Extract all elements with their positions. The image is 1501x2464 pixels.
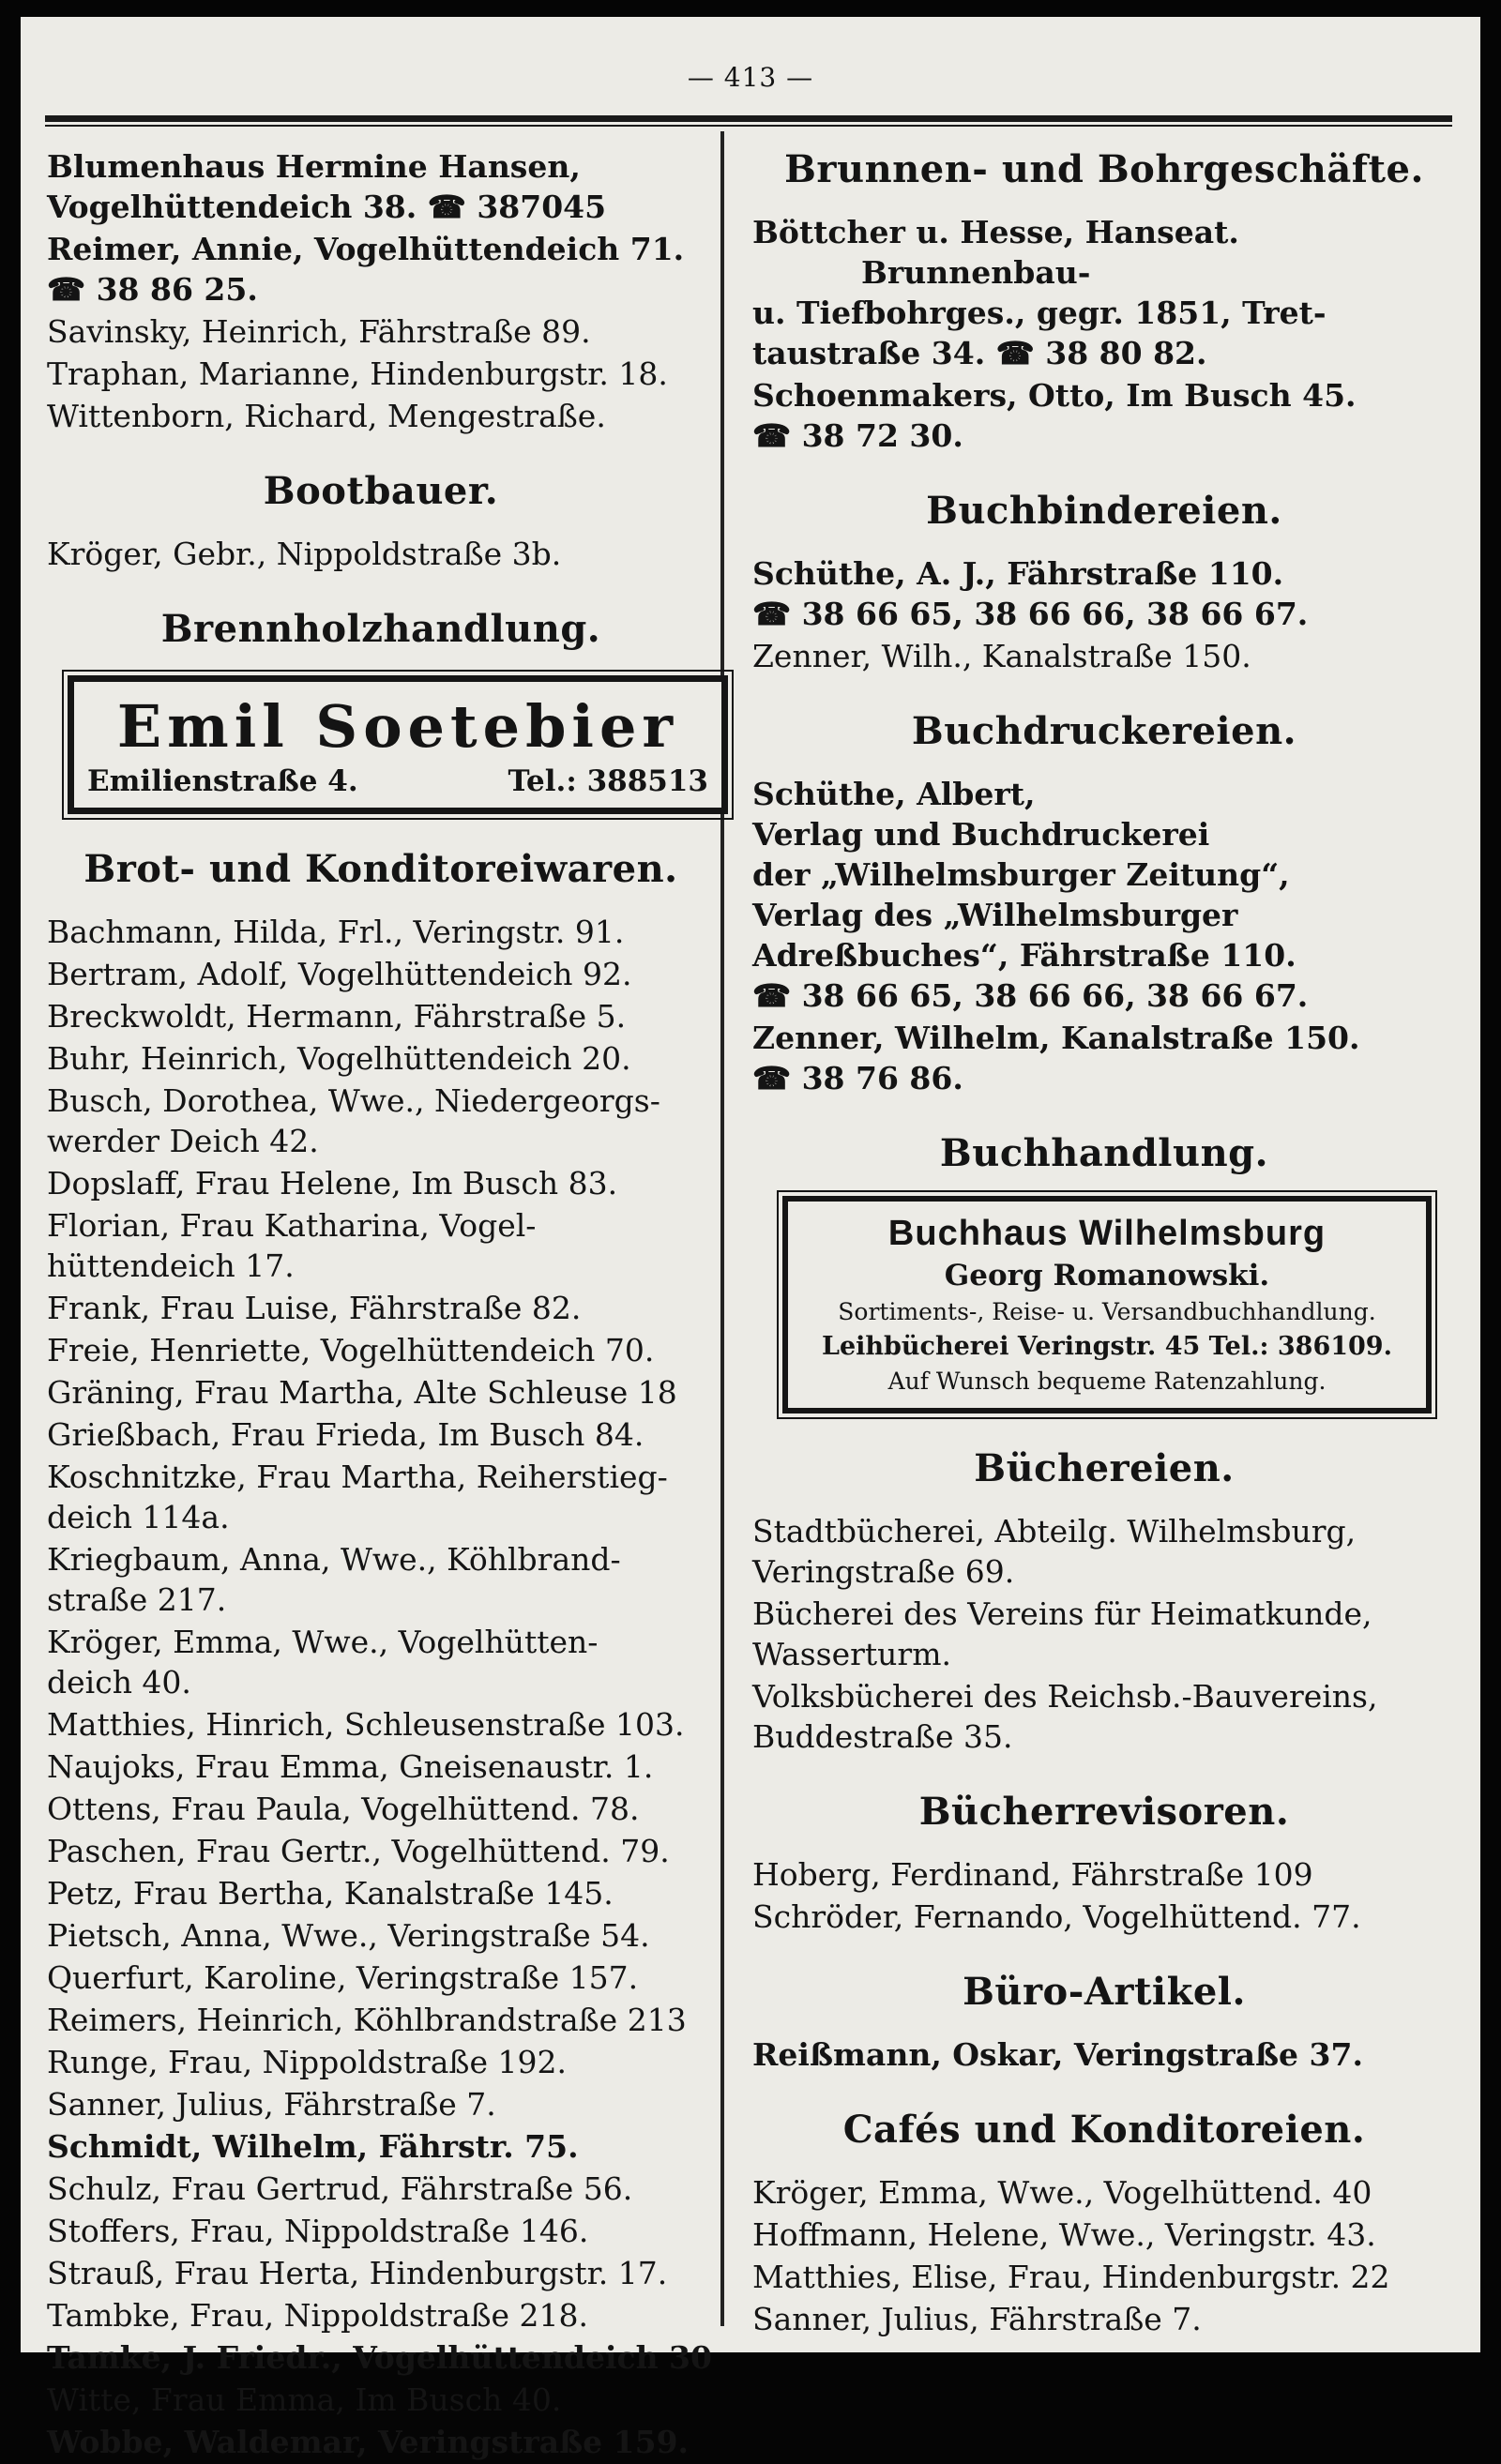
entry-line: Sanner, Julius, Fährstraße 7. xyxy=(752,2301,1202,2337)
section-heading: Buchdruckereien. xyxy=(911,709,1297,753)
directory-entry xyxy=(47,534,715,574)
directory-entry xyxy=(752,2172,1456,2213)
directory-entry xyxy=(47,954,715,994)
entry-line: Breckwoldt, Hermann, Fährstraße 5. xyxy=(47,998,627,1035)
entry-line: Paschen, Frau Gertr., Vogelhüttend. 79. xyxy=(47,1833,670,1869)
left-column xyxy=(47,146,715,2464)
directory-entry xyxy=(752,1018,1456,1098)
entry-line: Schoenmakers, Otto, Im Busch 45. xyxy=(752,377,1357,414)
entry-list xyxy=(752,553,1456,676)
directory-entry xyxy=(752,2257,1456,2297)
entry-line: Schmidt, Wilhelm, Fährstr. 75. xyxy=(47,2128,579,2165)
directory-entry xyxy=(47,1704,715,1745)
entry-list xyxy=(752,212,1456,456)
entry-list xyxy=(752,774,1456,1098)
ad-phone: Tel.: 388513 xyxy=(508,764,708,798)
entry-continuation-line: Buddestraße 35. xyxy=(752,1718,1013,1755)
directory-entry xyxy=(47,1873,715,1913)
entry-list xyxy=(47,534,715,574)
entry-continuation-line: Veringstraße 69. xyxy=(752,1553,1015,1590)
entry-continuation-line: deich 114a. xyxy=(47,1499,230,1535)
entry-line: Wittenborn, Richard, Mengestraße. xyxy=(47,398,606,434)
entry-continuation-line: ☎ 38 72 30. xyxy=(752,417,963,454)
entry-line: Florian, Frau Katharina, Vogel- xyxy=(47,1207,537,1244)
directory-entry xyxy=(47,2000,715,2040)
entry-continuation-line: der „Wilhelmsburger Zeitung“, xyxy=(752,856,1290,893)
entry-list xyxy=(752,2172,1456,2339)
entry-line: Stadtbücherei, Abteilg. Wilhelmsburg, xyxy=(752,1513,1357,1549)
entry-line: Savinsky, Heinrich, Fährstraße 89. xyxy=(47,313,591,350)
directory-entry xyxy=(47,1205,715,1286)
entry-continuation-line: hüttendeich 17. xyxy=(47,1247,295,1284)
entry-line: Bücherei des Vereins für Heimatkunde, xyxy=(752,1595,1372,1632)
right-column xyxy=(752,146,1456,2341)
directory-entry xyxy=(47,311,715,352)
section-heading: Cafés und Konditoreien. xyxy=(842,2108,1366,2152)
entry-line: Koschnitzke, Frau Martha, Reiherstieg- xyxy=(47,1459,668,1495)
directory-entry xyxy=(47,146,715,227)
ad-address: Emilienstraße 4. xyxy=(87,764,358,798)
entry-line: Pietsch, Anna, Wwe., Veringstraße 54. xyxy=(47,1917,650,1954)
directory-entry xyxy=(47,229,715,310)
entry-line: Freie, Henriette, Vogelhüttendeich 70. xyxy=(47,1332,655,1368)
section-heading: Büchereien. xyxy=(974,1446,1235,1490)
entry-continuation-line: ☎ 38 66 65, 38 66 66, 38 66 67. xyxy=(752,596,1309,632)
ad-owner: Georg Romanowski. xyxy=(944,1259,1270,1292)
entry-line: Dopslaff, Frau Helene, Im Busch 83. xyxy=(47,1165,618,1202)
section-heading: Buchbindereien. xyxy=(926,489,1282,533)
directory-entry xyxy=(47,1288,715,1328)
entry-continuation-line: taustraße 34. ☎ 38 80 82. xyxy=(752,335,1207,371)
entry-line: Böttcher u. Hesse, Hanseat. Brunnenbau- xyxy=(752,214,1239,291)
entry-line: Reißmann, Oskar, Veringstraße 37. xyxy=(752,2036,1363,2073)
directory-entry xyxy=(752,212,1456,373)
directory-entry xyxy=(47,1539,715,1620)
entry-line: Zenner, Wilhelm, Kanalstraße 150. xyxy=(752,1020,1360,1056)
section-heading: Bücherrevisoren. xyxy=(918,1790,1290,1834)
directory-entry xyxy=(47,1163,715,1203)
section-heading: Buchhandlung. xyxy=(939,1131,1269,1175)
entry-line: Gräning, Frau Martha, Alte Schleuse 18 xyxy=(47,1374,677,1411)
entry-line: Zenner, Wilh., Kanalstraße 150. xyxy=(752,638,1251,674)
directory-entry xyxy=(47,1622,715,1702)
entry-continuation-line: ☎ 38 76 86. xyxy=(752,1060,963,1096)
entry-line: Kröger, Emma, Wwe., Vogelhütten- xyxy=(47,1624,599,1660)
entry-line: Sanner, Julius, Fährstraße 7. xyxy=(47,2086,496,2123)
entry-line: Blumenhaus Hermine Hansen, xyxy=(47,148,581,185)
entry-line: Bachmann, Hilda, Frl., Veringstr. 91. xyxy=(47,914,625,950)
directory-entry xyxy=(47,1372,715,1413)
directory-entry xyxy=(47,2253,715,2293)
directory-entry xyxy=(752,2034,1456,2075)
directory-entry xyxy=(752,774,1456,1016)
entry-line: Witte, Frau Emma, Im Busch 40. xyxy=(47,2381,562,2418)
directory-entry xyxy=(47,2042,715,2082)
entry-continuation-line: straße 217. xyxy=(47,1581,227,1618)
entry-line: Buhr, Heinrich, Vogelhüttendeich 20. xyxy=(47,1040,631,1077)
entry-line: Reimers, Heinrich, Köhlbrandstraße 213 xyxy=(47,2002,687,2038)
directory-entry xyxy=(47,1915,715,1956)
entry-line: Hoberg, Ferdinand, Fährstraße 109 xyxy=(752,1856,1313,1893)
directory-entry xyxy=(47,912,715,952)
entry-continuation-line: ☎ 38 66 65, 38 66 66, 38 66 67. xyxy=(752,977,1309,1014)
entry-line: Reimer, Annie, Vogelhüttendeich 71. xyxy=(47,231,685,267)
column-divider xyxy=(720,131,724,2326)
ad-company-name: Buchhaus Wilhelmsburg xyxy=(887,1214,1327,1253)
entry-continuation-line: Wasserturm. xyxy=(752,1636,951,1672)
ad-company-name: Emil Soetebier xyxy=(116,692,679,761)
entry-line: Schüthe, A. J., Fährstraße 110. xyxy=(752,555,1284,592)
entry-continuation-line: Adreßbuches“, Fährstraße 110. xyxy=(752,937,1296,974)
entry-line: Grießbach, Frau Frieda, Im Busch 84. xyxy=(47,1416,644,1453)
advertisement-box xyxy=(782,1196,1432,1413)
ad-contact-line xyxy=(87,763,708,800)
directory-entry xyxy=(752,375,1456,456)
directory-entry xyxy=(47,1414,715,1455)
section-heading: Brennholzhandlung. xyxy=(160,607,601,651)
entry-line: Querfurt, Karoline, Veringstraße 157. xyxy=(47,1959,639,1996)
directory-entry xyxy=(47,2211,715,2251)
directory-entry xyxy=(47,1958,715,1998)
ad-note: Auf Wunsch bequeme Ratenzahlung. xyxy=(887,1368,1327,1395)
directory-entry xyxy=(47,1789,715,1829)
directory-entry xyxy=(47,396,715,436)
entry-continuation-line: deich 40. xyxy=(47,1664,191,1701)
section-heading: Büro-Artikel. xyxy=(963,1970,1246,2014)
entry-line: Kriegbaum, Anna, Wwe., Köhlbrand- xyxy=(47,1541,621,1578)
directory-entry xyxy=(47,1457,715,1537)
entry-line: Tamke, J. Friedr., Vogelhüttendeich 30 xyxy=(47,2339,712,2376)
entry-line: Strauß, Frau Herta, Hindenburgstr. 17. xyxy=(47,2255,668,2291)
ad-contact-line: Leihbücherei Veringstr. 45 Tel.: 386109. xyxy=(821,1332,1392,1361)
entry-line: Schröder, Fernando, Vogelhüttend. 77. xyxy=(752,1898,1361,1935)
entry-list xyxy=(47,912,715,2462)
directory-entry xyxy=(47,1330,715,1370)
entry-continuation-line: werder Deich 42. xyxy=(47,1123,319,1159)
entry-line: Runge, Frau, Nippoldstraße 192. xyxy=(47,2044,567,2080)
section-heading: Bootbauer. xyxy=(263,469,499,513)
directory-entry xyxy=(47,996,715,1036)
entry-line: Petz, Frau Bertha, Kanalstraße 145. xyxy=(47,1875,614,1912)
entry-continuation-line: Vogelhüttendeich 38. ☎ 387045 xyxy=(47,189,607,225)
directory-entry xyxy=(752,1594,1456,1674)
entry-line: Naujoks, Frau Emma, Gneisenaustr. 1. xyxy=(47,1748,654,1785)
entry-continuation-line: Verlag und Buchdruckerei xyxy=(752,816,1210,853)
entry-line: Kröger, Gebr., Nippoldstraße 3b. xyxy=(47,536,562,572)
section-heading: Brot- und Konditoreiwaren. xyxy=(83,847,678,891)
directory-entry xyxy=(47,2295,715,2336)
entry-line: Hoffmann, Helene, Wwe., Veringstr. 43. xyxy=(752,2216,1376,2253)
directory-entry xyxy=(47,2169,715,2209)
section-heading: Brunnen- und Bohrgeschäfte. xyxy=(784,147,1424,191)
entry-continuation-line: u. Tiefbohrges., gegr. 1851, Tret- xyxy=(752,295,1327,331)
entry-list xyxy=(752,1511,1456,1757)
directory-page xyxy=(21,17,1480,2460)
directory-entry xyxy=(752,1854,1456,1895)
entry-continuation-line: ☎ 38 86 25. xyxy=(47,271,258,308)
directory-entry xyxy=(752,2215,1456,2255)
entry-line: Kröger, Emma, Wwe., Vogelhüttend. 40 xyxy=(752,2174,1372,2211)
directory-entry xyxy=(47,2422,715,2462)
entry-line: Matthies, Elise, Frau, Hindenburgstr. 22 xyxy=(752,2259,1390,2295)
directory-entry xyxy=(752,1897,1456,1937)
advertisement-box xyxy=(68,675,728,814)
entry-line: Bertram, Adolf, Vogelhüttendeich 92. xyxy=(47,956,632,992)
entry-line: Tambke, Frau, Nippoldstraße 218. xyxy=(47,2297,589,2334)
entry-line: Busch, Dorothea, Wwe., Niedergeorgs- xyxy=(47,1082,660,1119)
directory-entry xyxy=(47,1746,715,1787)
directory-entry xyxy=(752,553,1456,634)
directory-entry xyxy=(47,2126,715,2167)
header-rule xyxy=(45,115,1452,127)
entry-line: Frank, Frau Luise, Fährstraße 82. xyxy=(47,1290,582,1326)
directory-entry xyxy=(47,2084,715,2124)
entry-line: Wobbe, Waldemar, Veringstraße 159. xyxy=(47,2424,690,2460)
ad-services: Sortiments-, Reise- u. Versandbuchhandlung. xyxy=(838,1298,1376,1325)
entry-list xyxy=(47,146,715,436)
directory-entry xyxy=(47,1831,715,1871)
entry-line: Traphan, Marianne, Hindenburgstr. 18. xyxy=(47,355,668,392)
page-number: — 413 — xyxy=(687,62,814,93)
entry-continuation-line: Verlag des „Wilhelmsburger xyxy=(752,897,1238,933)
entry-list xyxy=(752,1854,1456,1937)
entry-line: Matthies, Hinrich, Schleusenstraße 103. xyxy=(47,1706,685,1743)
directory-entry xyxy=(752,1511,1456,1592)
directory-entry xyxy=(752,636,1456,676)
entry-line: Ottens, Frau Paula, Vogelhüttend. 78. xyxy=(47,1791,640,1827)
directory-entry xyxy=(752,2299,1456,2339)
directory-entry xyxy=(47,2337,715,2378)
directory-entry xyxy=(47,1038,715,1079)
entry-line: Schüthe, Albert, xyxy=(752,776,1036,812)
entry-line: Volksbücherei des Reichsb.-Bauvereins, xyxy=(752,1678,1378,1715)
directory-entry xyxy=(752,1676,1456,1757)
entry-list xyxy=(752,2034,1456,2075)
entry-line: Stoffers, Frau, Nippoldstraße 146. xyxy=(47,2213,589,2249)
directory-entry xyxy=(47,1081,715,1161)
directory-entry xyxy=(47,2380,715,2420)
entry-line: Schulz, Frau Gertrud, Fährstraße 56. xyxy=(47,2170,633,2207)
directory-entry xyxy=(47,354,715,394)
